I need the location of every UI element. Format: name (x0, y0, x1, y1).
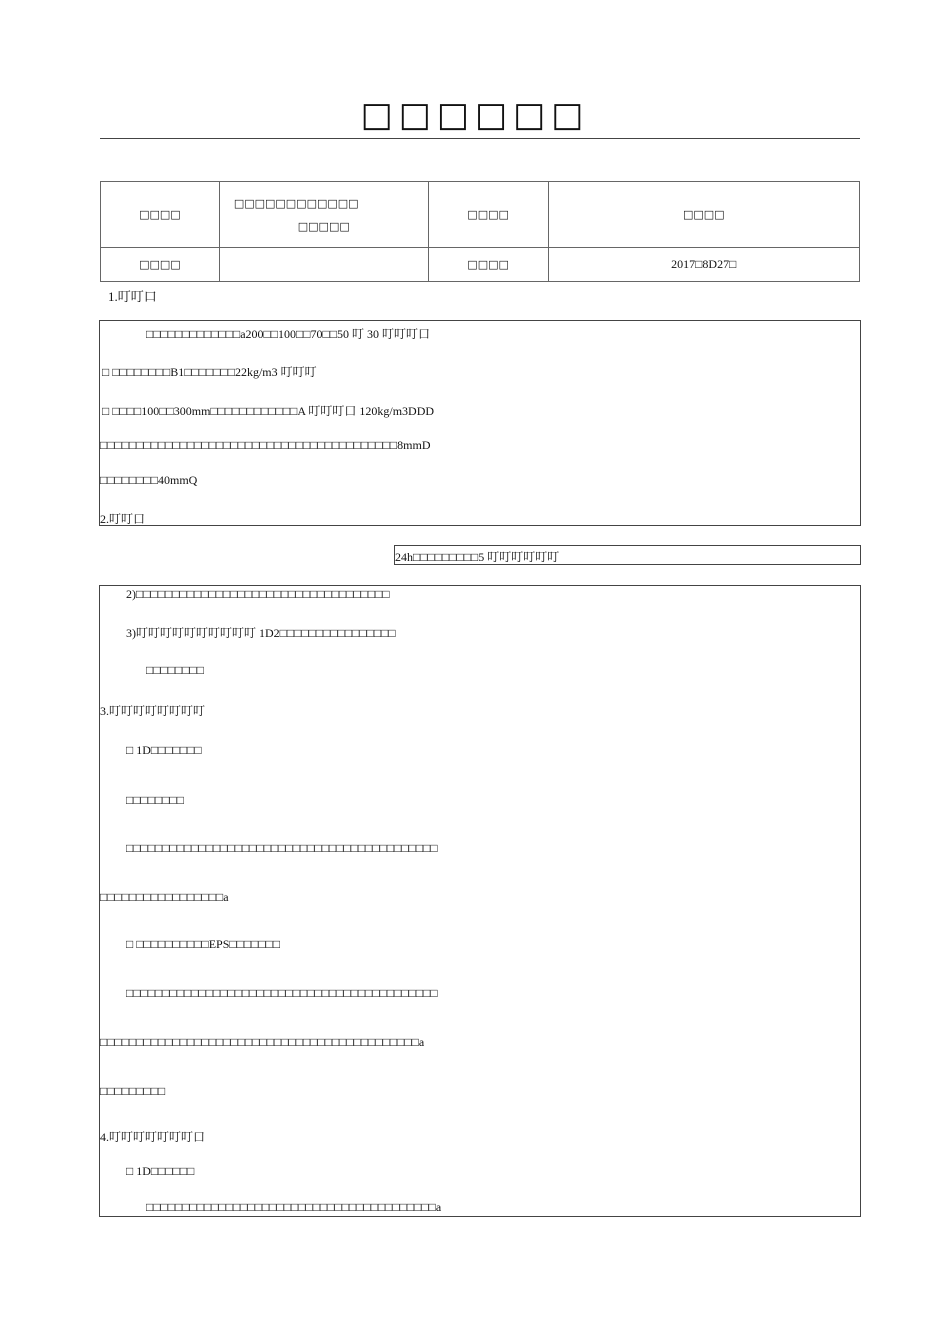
item-value (219, 248, 428, 282)
date-label: □□□□ (428, 248, 548, 282)
section1-heading: 1.叮叮口 (108, 289, 157, 304)
section2-heading: 2.叮叮口 (100, 512, 146, 526)
project-name-line1: □□□□□□□□□□□□ (233, 196, 359, 210)
section2-line: □□□□□□□□□□□□□□□□□a (100, 890, 229, 904)
section2-line: □□□□□□□□ (126, 793, 184, 807)
project-name-label: □□□□ (101, 182, 220, 248)
note-text: 24h□□□□□□□□□5 叮叮叮叮叮叮 (395, 550, 560, 564)
section1-line: □ □□□□100□□300mm□□□□□□□□□□□□A 叮叮叮口 120kg/m3DDD (102, 404, 435, 418)
section1-box (99, 320, 861, 526)
item-label: □□□□ (101, 248, 220, 282)
section2-line: □□□□□□□□□ (100, 1084, 166, 1098)
section2-line: 2)□□□□□□□□□□□□□□□□□□□□□□□□□□□□□□□□□□□ (126, 587, 390, 601)
section1-line: □□□□□□□□40mmQ (100, 473, 198, 487)
unit-label: □□□□ (428, 182, 548, 248)
section2-line: □□□□□□□□□□□□□□□□□□□□□□□□□□□□□□□□□□□□□□□□□□□ (126, 986, 438, 1000)
note-box (394, 545, 861, 565)
info-table (100, 181, 860, 282)
title-rule (100, 138, 860, 139)
section4-heading: 4.叮叮叮叮叮叮叮口 (100, 1130, 206, 1144)
section1-line: □ □□□□□□□□B1□□□□□□□22kg/m3 叮叮叮 (102, 365, 317, 379)
section2-line: □□□□□□□□ (146, 663, 204, 677)
section2-line: □ 1D□□□□□□□ (126, 743, 202, 757)
project-name-line2: □□□□□ (297, 219, 350, 233)
section2-line: □□□□□□□□□□□□□□□□□□□□□□□□□□□□□□□□□□□□□□□□a (146, 1200, 442, 1214)
section2-line: □□□□□□□□□□□□□□□□□□□□□□□□□□□□□□□□□□□□□□□□□□□ (126, 841, 438, 855)
section1-line: □□□□□□□□□□□□□□□□□□□□□□□□□□□□□□□□□□□□□□□□□8mmD (100, 438, 431, 452)
unit-value: □□□□ (548, 182, 860, 248)
section3-heading: 3.叮叮叮叮叮叮叮叮 (100, 704, 206, 718)
section2-line: 3)叮叮叮叮叮叮叮叮叮叮 1D2□□□□□□□□□□□□□□□□ (126, 626, 396, 640)
project-name-value (219, 182, 428, 248)
section2-line: □ □□□□□□□□□□EPS□□□□□□□ (126, 937, 281, 951)
date-value: 2017□8D27□ (548, 248, 860, 282)
section2-line: □ 1D□□□□□□ (126, 1164, 195, 1178)
section2-line: □□□□□□□□□□□□□□□□□□□□□□□□□□□□□□□□□□□□□□□□□□□□a (100, 1035, 425, 1049)
section1-line: □□□□□□□□□□□□□a200□□100□□70□□50 叮 30 叮叮叮口 (146, 327, 431, 341)
document-title: □□□□□□ (360, 95, 590, 135)
section2-box (99, 585, 861, 1217)
